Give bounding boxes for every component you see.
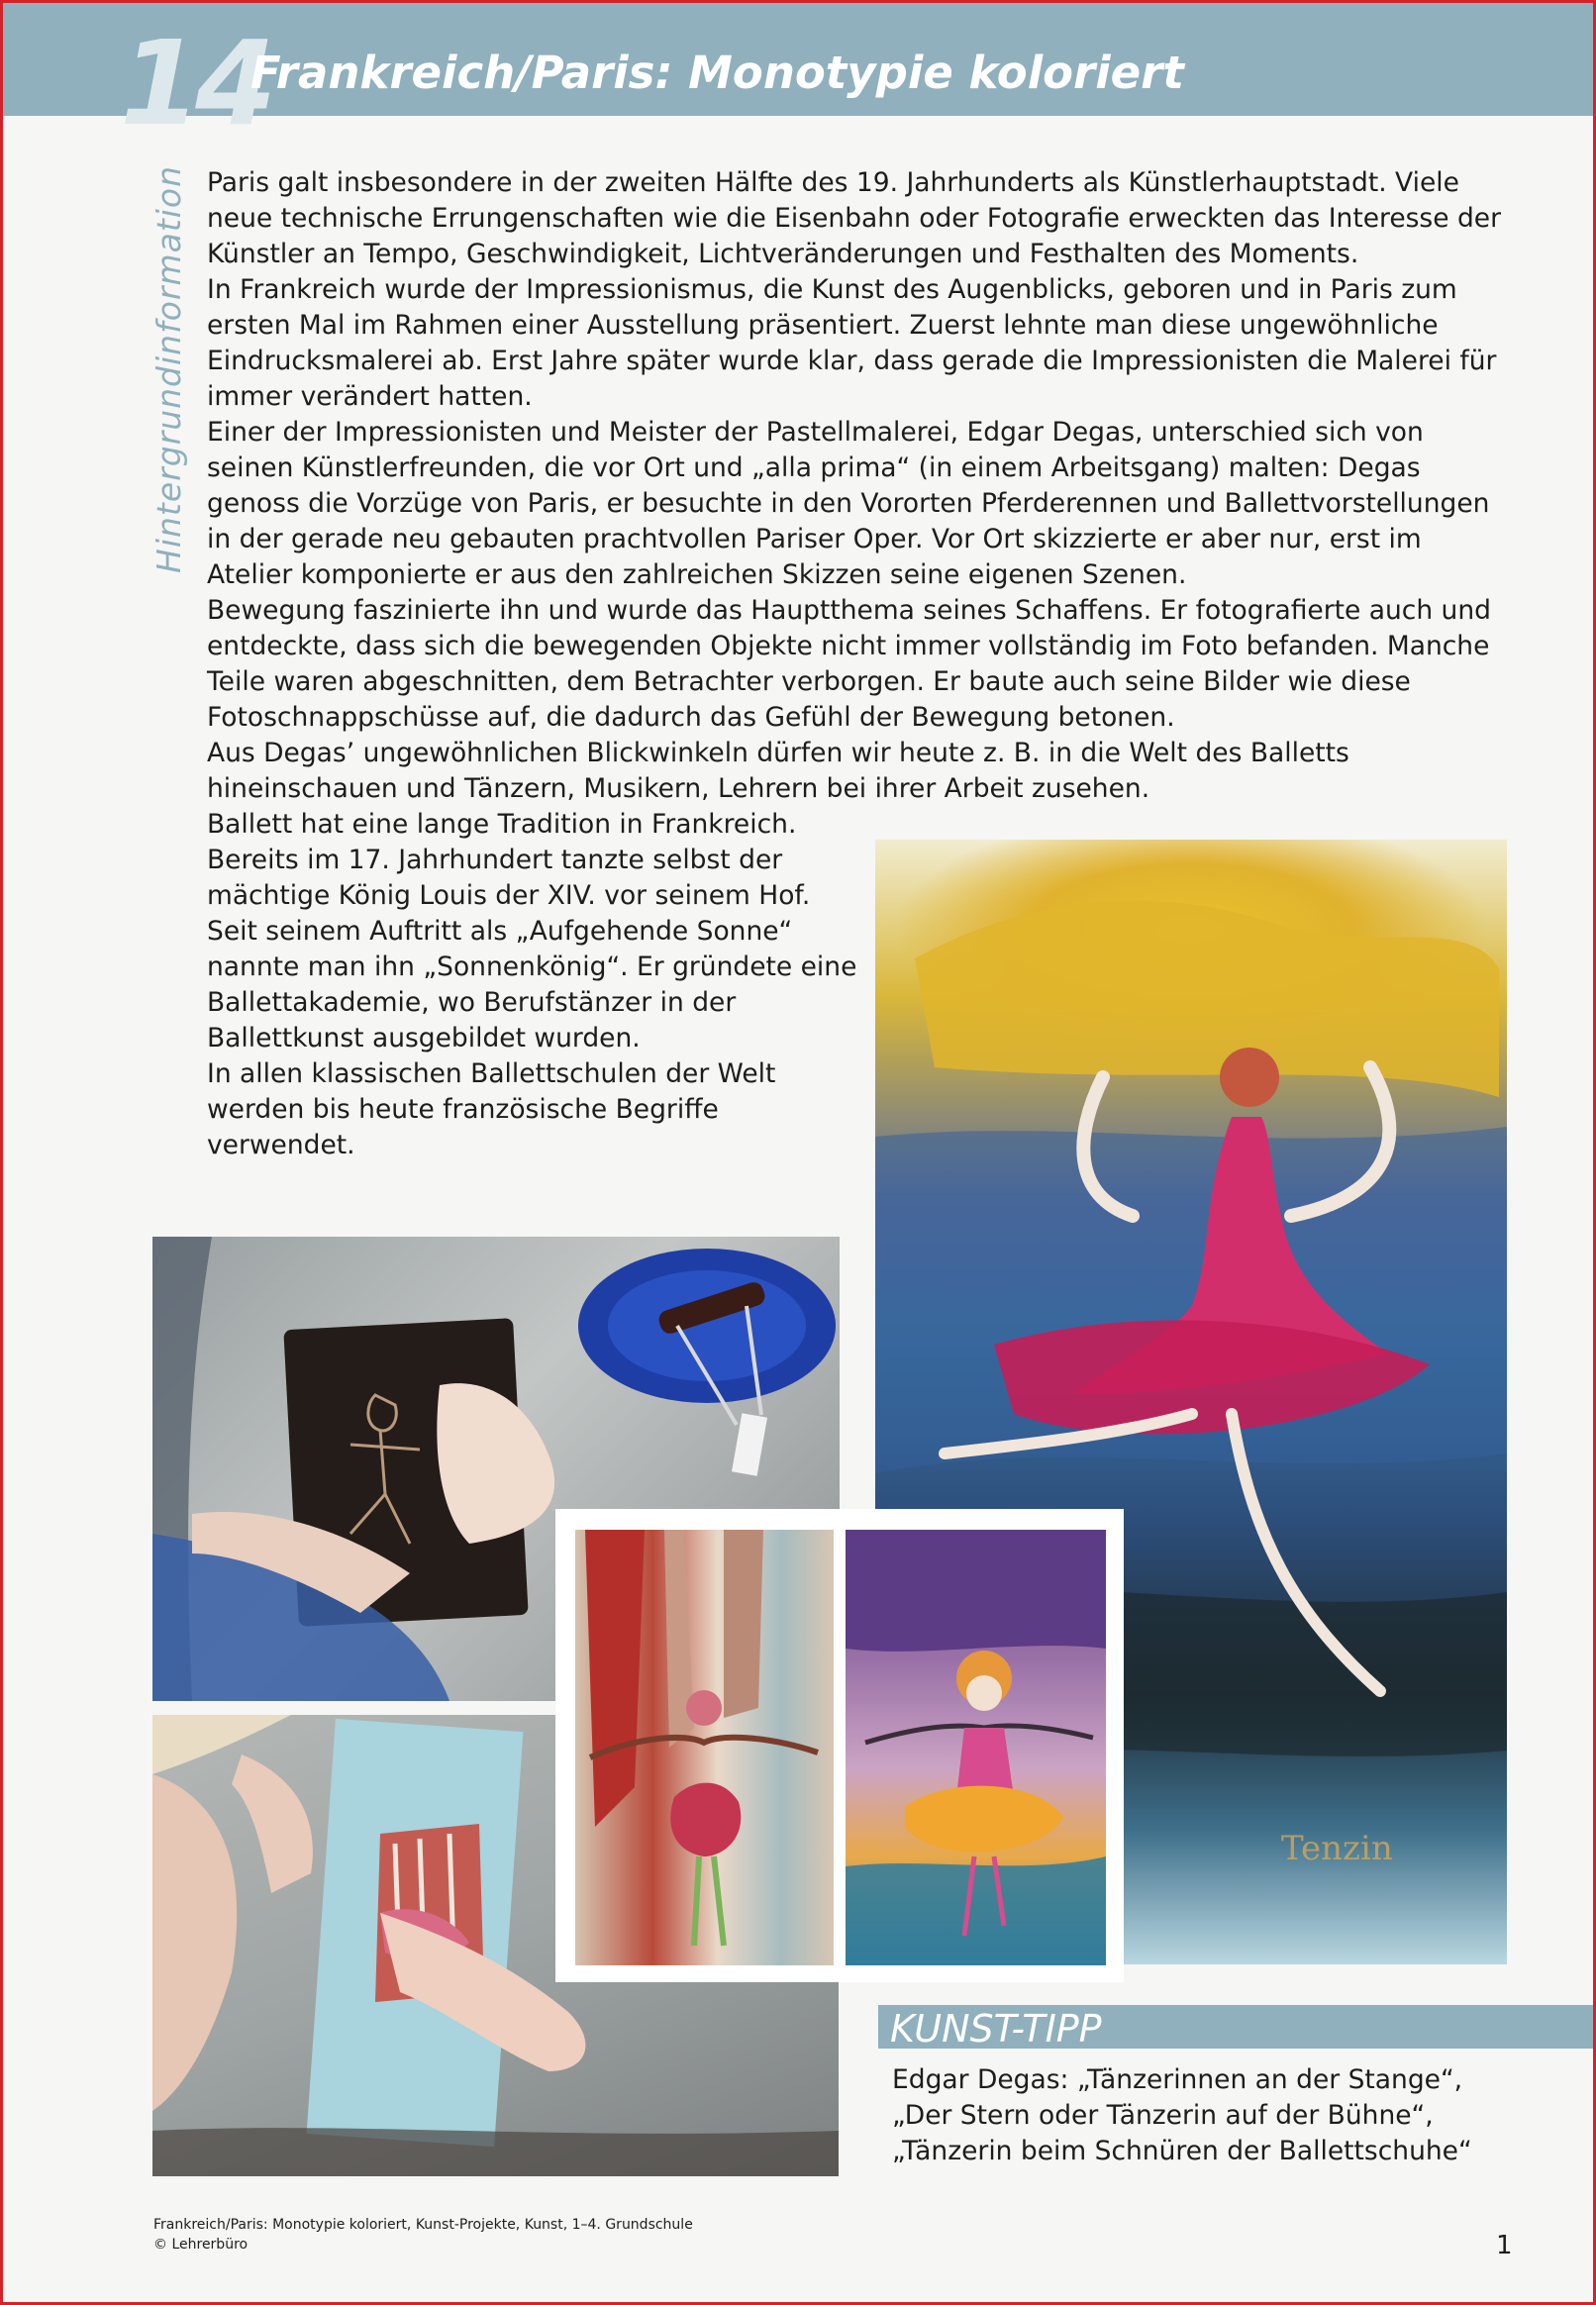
footer-copyright: © Lehrerbüro (153, 2237, 249, 2253)
side-label-background-info: Hintergrundinformation (150, 164, 188, 573)
tip-line: „Der Stern oder Tänzerin auf der Bühne“, (892, 2100, 1434, 2131)
artwork-red-dancer-image (575, 1530, 834, 1965)
tip-line: Edgar Degas: „Tänzerinnen an der Stange“, (892, 2064, 1463, 2095)
tip-title: KUNST-TIPP (890, 2007, 1102, 2051)
intro-paragraph: In Frankreich wurde der Impressionismus, die Kunst des Augenblicks, geboren und in Paris zum ersten Mal im Rahmen einer Ausstellung präsentiert. Zuerst lehnte man diese ungewöhnliche Eindrucksmalerei ab. Erst Jahre später wurde klar, dass gerade die Impressionisten die Malerei für immer verändert hatten. (207, 274, 1497, 412)
purple-dancer-illustration (846, 1530, 1106, 1965)
intro-paragraph: Einer der Impressionisten und Meister der Pastellmalerei, Edgar Degas, unterschied sich von seinen Künstlerfreunden, die vor Ort und „alla prima“ (in einem Arbeitsgang) malten: Degas genoss die Vorzüge von Paris, er besuchte in den Vororten Pferderennen und Ballettvorstellungen in der gerade neu gebauten prachtvollen Pariser Oper. Vor Ort skizzierte er aber nur, erst im Atelier komponierte er aus den zahlreichen Skizzen seine eigenen Szenen. (207, 417, 1490, 590)
ballet-paragraph: In allen klassischen Ballettschulen der Welt werden bis heute französische Begriffe verwendet. (207, 1058, 776, 1160)
ballet-text (207, 807, 860, 1163)
intro-paragraph: Aus Degas’ ungewöhnlichen Blickwinkeln dürfen wir heute z. B. in die Welt des Balletts hineinschauen und Tänzern, Musikern, Lehrern bei ihrer Arbeit zusehen. (207, 738, 1349, 804)
artwork-signature: Tenzin (1281, 1829, 1393, 1868)
page-number: 1 (1496, 2231, 1513, 2260)
chapter-number: 14 (120, 15, 271, 151)
artwork-purple-dancer-image (846, 1530, 1106, 1965)
footer-source-line: Frankreich/Paris: Monotypie koloriert, Kunst-Projekte, Kunst, 1–4. Grundschule (153, 2217, 693, 2233)
red-dancer-illustration (575, 1530, 834, 1965)
intro-text (207, 165, 1514, 807)
intro-paragraph: Paris galt insbesondere in der zweiten Hälfte des 19. Jahrhunderts als Künstlerhauptstadt. Viele neue technische Errungenschaften wie die Eisenbahn oder Fotografie erweckten das Interesse der Künstler an Tempo, Geschwindigkeit, Lichtveränderungen und Festhalten des Moments. (207, 167, 1501, 269)
page-title: Frankreich/Paris: Monotypie koloriert (250, 47, 1184, 99)
tip-text (892, 2062, 1526, 2169)
ballet-paragraph: Ballett hat eine lange Tradition in Frankreich. Bereits im 17. Jahrhundert tanzte selbst der mächtige König Louis der XIV. vor seinem Hof. Seit seinem Auftritt als „Aufgehende Sonne“ nannte man ihn „Sonnenkönig“. Er gründete eine Ballettakademie, wo Berufstänzer in der Ballettkunst ausgebildet wurden. (207, 809, 857, 1053)
footer-source (153, 2215, 693, 2255)
intro-paragraph: Bewegung faszinierte ihn und wurde das Hauptthema seines Schaffens. Er fotografierte auch und entdeckte, dass sich die bewegenden Objekte nicht immer vollständig im Foto befanden. Manche Teile waren abgeschnitten, dem Betrachter verborgen. Er baute auch seine Bilder wie diese Fotoschnappschüsse auf, die dadurch das Gefühl der Bewegung betonen. (207, 595, 1491, 733)
tip-line: „Tänzerin beim Schnüren der Ballettschuhe“ (892, 2136, 1472, 2166)
